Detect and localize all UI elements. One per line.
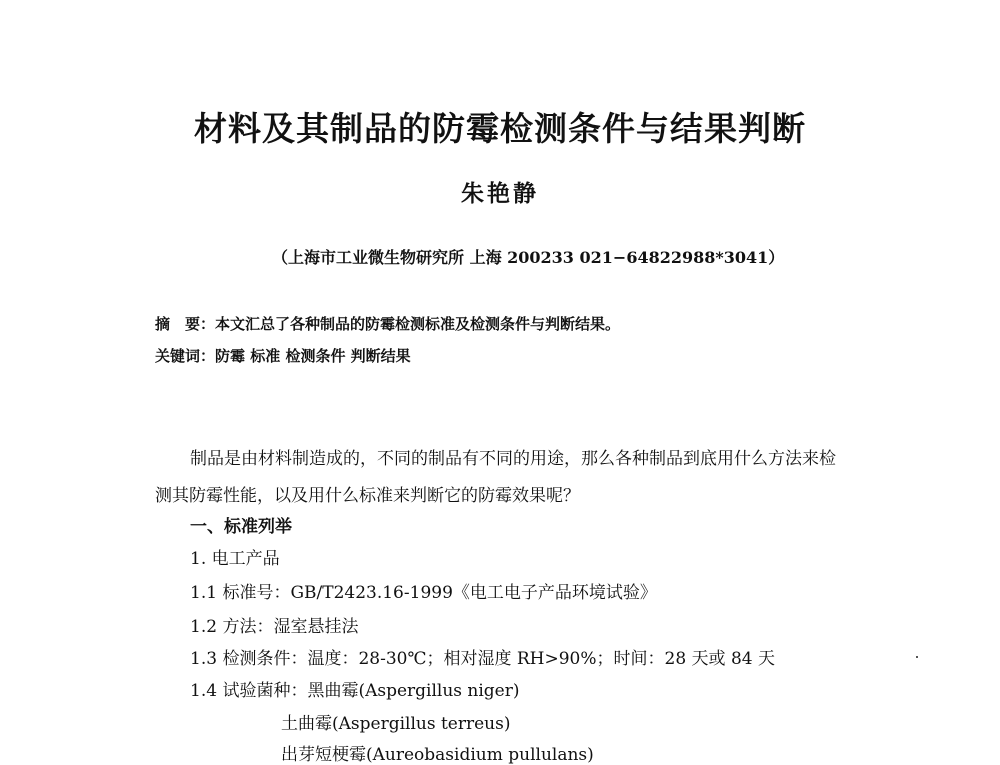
paper-title: 材料及其制品的防霉检测条件与结果判断 bbox=[194, 109, 806, 148]
author-name: 朱艳静 bbox=[461, 180, 539, 207]
keywords-line bbox=[155, 345, 411, 366]
list-item-standard-number: 1.1 标准号：GB/T2423.16-1999《电工电子产品环境试验》 bbox=[190, 583, 657, 603]
scan-speck bbox=[916, 656, 918, 658]
list-item-test-strains: 1.4 试验菌种：黑曲霉(Aspergillus niger) bbox=[190, 681, 520, 701]
list-item-electrical-products: 1. 电工产品 bbox=[190, 549, 280, 569]
abstract-text: 本文汇总了各种制品的防霉检测标准及检测条件与判断结果。 bbox=[215, 315, 621, 333]
abstract-label: 摘 要： bbox=[155, 315, 216, 333]
list-item-method: 1.2 方法：湿室悬挂法 bbox=[190, 617, 359, 637]
section-heading: 一、标准列举 bbox=[190, 517, 292, 537]
body-paragraph-line-2: 测其防霉性能，以及用什么标准来判断它的防霉效果呢？ bbox=[155, 486, 580, 506]
list-item-test-conditions: 1.3 检测条件：温度：28-30℃；相对湿度 RH>90%；时间：28 天或 84 天 bbox=[190, 649, 775, 669]
abstract-line bbox=[155, 313, 620, 334]
author-affiliation: （上海市工业微生物研究所 上海 200233 021−64822988*3041） bbox=[272, 248, 785, 267]
strain-aspergillus-terreus: 土曲霉(Aspergillus terreus) bbox=[281, 714, 511, 734]
strain-aureobasidium-pullulans: 出芽短梗霉(Aureobasidium pullulans) bbox=[281, 745, 594, 765]
keywords-label: 关键词： bbox=[155, 347, 216, 365]
keywords-text: 防霉 标准 检测条件 判断结果 bbox=[215, 347, 411, 365]
body-paragraph-line-1: 制品是由材料制造成的，不同的制品有不同的用途，那么各种制品到底用什么方法来检 bbox=[190, 449, 836, 469]
